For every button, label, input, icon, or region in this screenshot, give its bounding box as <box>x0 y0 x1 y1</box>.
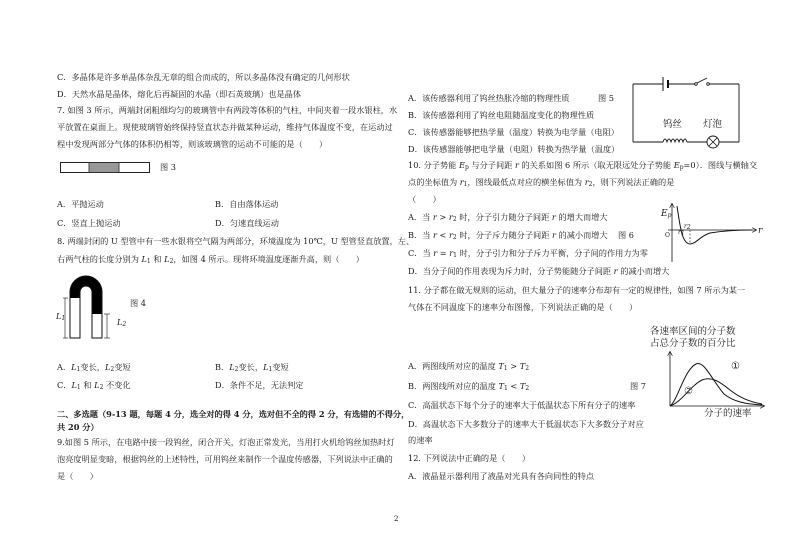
q9-option-d: D．该传感器能够把电学量（电阻）转换为热学量（温度） <box>408 144 620 154</box>
q10-stem-line1: 10. 分子势能 $E_p$ 与分子间距 r 的关系如图 6 所示（取无限远处分子势能 $E_p=0$）．图线与横轴交 <box>408 160 758 171</box>
figure-3-label: 图 3 <box>160 162 176 172</box>
q12-stem: 12. 下列说法中正确的是（ ） <box>408 453 531 463</box>
q11-option-c: C．高温状态下每个分子的速率大于低温状态下所有分子的速率 <box>408 400 636 410</box>
figure-7-speed-distribution <box>668 350 768 408</box>
figure-6-label: 图 6 <box>618 230 634 240</box>
q7-stem-line1: 7. 如图 3 所示，两端封闭粗细均匀的玻璃管中有两段等体积的气柱，中间夹着一段水银柱，水 <box>57 105 398 115</box>
q10-option-a: A．当 $r > r_2$ 时，分子引力随分子间距 r 的增大而增大 <box>408 212 608 223</box>
q7-stem-line3: 程中发现两部分气体的体积仍相等，则该玻璃管的运动不可能的是（ ） <box>57 139 328 149</box>
q11-option-b: B．两图线所对应的温度 $T_1 < T_2$ <box>408 381 530 392</box>
figure-7-curve-2-label: ② <box>684 386 693 397</box>
figure-5-tungsten-label: 钨丝 <box>663 119 683 130</box>
q11-option-d-line1: D．高温状态下大多数分子的速率大于低温状态下大多数分子对应 <box>408 419 644 429</box>
figure-6-origin-label: O <box>665 232 670 239</box>
q8-option-c: C．$L_1$ 和 $L_2$ 不变化 <box>57 380 131 391</box>
figure-5-circuit <box>633 76 741 148</box>
q11-stem-line2: 气体在不同温度下的速率分布图像，下列说法正确的是（ ） <box>408 302 638 312</box>
figure-6-x-axis-label: r <box>758 226 763 236</box>
figure-3-tube <box>60 162 150 174</box>
page-number: 2 <box>394 515 399 523</box>
q9-stem-line3: 是（ ） <box>57 471 98 481</box>
q6-option-c: C．多晶体是许多单晶体杂乱无章的组合而成的，所以多晶体没有确定的几何形状 <box>57 72 350 82</box>
q7-option-a: A．平抛运动 <box>57 199 104 209</box>
figure-6-r2-label: $r_2$ <box>684 223 691 231</box>
q10-option-d: D．当分子间的作用表现为斥力时，分子势能随分子间距 r 的减小而增大 <box>408 266 670 276</box>
q11-option-a: A．两图线所对应的温度 $T_1 > T_2$ <box>408 361 530 372</box>
q9-option-b: B．该传感器利用了钨丝电阻随温度变化的物理性质 <box>408 110 595 120</box>
figure-7-title-line1: 各速率区间的分子数 <box>650 326 736 337</box>
q9-stem-line2: 泡亮度明显变暗，根据钨丝的上述特性，可用钨丝来制作一个温度传感器，下列说法中正确的 <box>57 454 393 464</box>
figure-4-l1-label: $L_1$ <box>56 312 66 322</box>
section-2-heading-line1: 二、多选题（9-13 题，每题 4 分，选全对的得 4 分，选对但不全的得 2 分，有选错的不得分， <box>57 409 410 419</box>
figure-4-l2-label: $L_2$ <box>117 318 127 328</box>
figure-7-curve-1-label: ① <box>731 361 740 372</box>
q10-option-b: B．当 $r < r_2$ 时，分子斥力随分子间距 r 的减小而增大 <box>408 230 608 241</box>
q9-stem-line1: 9.如图 5 所示，在电路中接一段钨丝，闭合开关，灯泡正常发光，当用打火机给钨丝加热时灯 <box>57 437 395 447</box>
q8-stem-line1: 8. 两端封闭的 U 型管中有一些水银将空气隔为两部分，环境温度为 10℃，U 型管竖直放置，左、 <box>57 236 415 246</box>
q12-option-a: A．液晶显示器利用了液晶对光具有各向同性的特点 <box>408 471 595 481</box>
figure-7-label: 图 7 <box>630 381 646 391</box>
q8-stem-line2: 右两气柱的长度分别为 $L_1$ 和 $L_2$，如图 4 所示。现将环境温度逐渐升高，则（ ） <box>57 254 364 265</box>
q9-option-a: A．该传感器利用了钨丝热胀冷缩的物理性质 <box>408 93 570 103</box>
q9-option-c: C．该传感器能够把热学量（温度）转换为电学量（电阻） <box>408 127 619 137</box>
figure-5-bulb-label: 灯泡 <box>703 119 723 130</box>
q10-stem-line2: 点的坐标值为 $r_1$，图线最低点对应的横坐标值为 $r_2$，则下列说法正确的是 <box>408 177 675 188</box>
q10-option-c: C．当 $r = r_1$ 时，分子引力和分子斥力平衡，分子间的作用力为零 <box>408 248 648 259</box>
q6-option-d: D．天然水晶是晶体，熔化后再凝固的水晶（即石英玻璃）也是晶体 <box>57 89 302 99</box>
figure-6-ep-curve <box>660 200 763 262</box>
q8-option-a: A．$L_1$变长，$L_2$变短 <box>57 362 131 373</box>
q10-stem-line3: （ ） <box>408 194 441 204</box>
figure-6-y-axis-label: $E_p$ <box>661 209 672 219</box>
q8-option-b: B．$L_2$变长，$L_1$变短 <box>215 362 289 373</box>
figure-5-label: 图 5 <box>598 93 614 103</box>
q7-option-b: B．自由落体运动 <box>215 199 279 209</box>
q11-option-d-line2: 的速率 <box>408 435 433 445</box>
figure-7-x-axis-label: 分子的速率 <box>704 408 752 419</box>
section-2-heading-line2: 共 20 分） <box>57 422 99 432</box>
figure-4-u-tube <box>64 274 128 344</box>
figure-6-r1-label: $r_1$ <box>678 229 685 237</box>
q11-stem-line1: 11. 分子都在做无规则的运动，但大量分子的速率分布却有一定的规律性，如图 7 所示为某一 <box>408 285 746 295</box>
q7-option-d: D．匀速直线运动 <box>215 218 279 228</box>
figure-7-title-line2: 占总分子数的百分比 <box>650 338 736 349</box>
q7-option-c: C．竖直上抛运动 <box>57 218 121 228</box>
q7-stem-line2: 平放置在桌面上。现使玻璃管始终保持竖直状态并做某种运动，维持气体温度不变，在运动过 <box>57 122 393 132</box>
figure-4-label: 图 4 <box>130 298 146 308</box>
q8-option-d: D．条件不足，无法判定 <box>215 380 304 390</box>
